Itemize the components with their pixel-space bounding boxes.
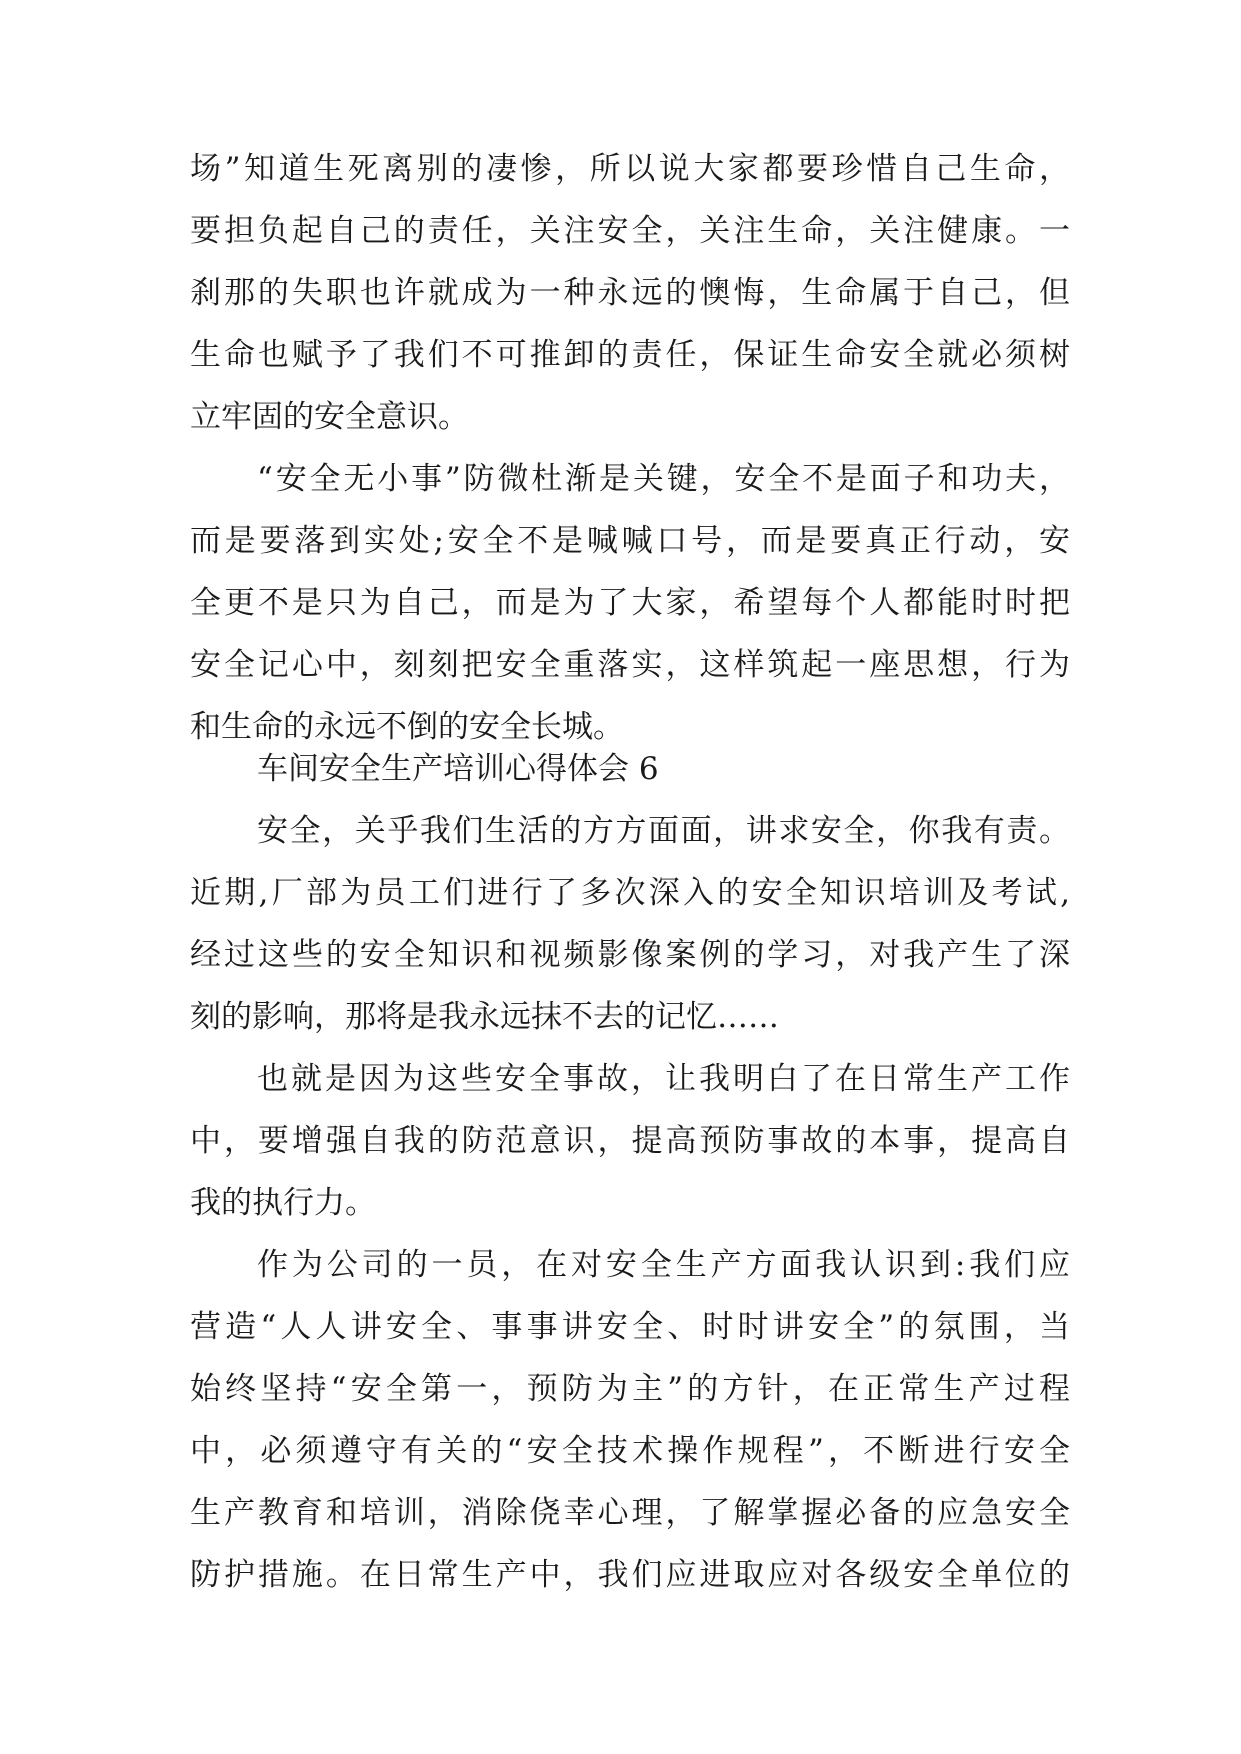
text-line: 场”知道生死离别的凄惨，所以说大家都要珍惜自己生命， xyxy=(190,151,1070,187)
text-line: 经过这些的安全知识和视频影像案例的学习，对我产生了深 xyxy=(190,937,1070,973)
paragraph-start-line: 也就是因为这些安全事故，让我明白了在日常生产工作 xyxy=(257,1061,1070,1097)
text-line: 安全记心中，刻刻把安全重落实，这样筑起一座思想，行为 xyxy=(190,647,1070,683)
text-line: 和生命的永远不倒的安全长城。 xyxy=(190,709,624,745)
paragraph-start-line: 作为公司的一员，在对安全生产方面我认识到:我们应 xyxy=(257,1247,1070,1283)
text-line: 刻的影响，那将是我永远抹不去的记忆…… xyxy=(190,999,779,1035)
text-line: 防护措施。在日常生产中，我们应进取应对各级安全单位的 xyxy=(190,1557,1070,1593)
text-line: 中，要增强自我的防范意识，提高预防事故的本事，提高自 xyxy=(190,1123,1070,1159)
text-line: 我的执行力。 xyxy=(190,1185,376,1221)
text-line: 要担负起自己的责任，关注安全，关注生命，关注健康。一 xyxy=(190,213,1070,249)
text-line: 营造“人人讲安全、事事讲安全、时时讲安全”的氛围，当 xyxy=(190,1309,1070,1345)
text-line: 立牢固的安全意识。 xyxy=(190,399,469,435)
text-line: 生命也赋予了我们不可推卸的责任，保证生命安全就必须树 xyxy=(190,337,1070,373)
text-line: 中，必须遵守有关的“安全技术操作规程”，不断进行安全 xyxy=(190,1433,1070,1469)
text-line: 刹那的失职也许就成为一种永远的懊悔，生命属于自己，但 xyxy=(190,275,1070,311)
paragraph-start-line: 安全，关乎我们生活的方方面面，讲求安全，你我有责。 xyxy=(257,813,1070,849)
text-line: 而是要落到实处;安全不是喊喊口号，而是要真正行动，安 xyxy=(190,523,1070,559)
paragraph-start-line: “安全无小事”防微杜渐是关键，安全不是面子和功夫， xyxy=(257,461,1070,497)
section-heading: 车间安全生产培训心得体会 6 xyxy=(257,751,659,787)
text-line: 生产教育和培训，消除侥幸心理，了解掌握必备的应急安全 xyxy=(190,1495,1070,1531)
text-line: 全更不是只为自己，而是为了大家，希望每个人都能时时把 xyxy=(190,585,1070,621)
text-line: 始终坚持“安全第一，预防为主”的方针，在正常生产过程 xyxy=(190,1371,1070,1407)
text-line: 近期,厂部为员工们进行了多次深入的安全知识培训及考试, xyxy=(190,875,1070,911)
